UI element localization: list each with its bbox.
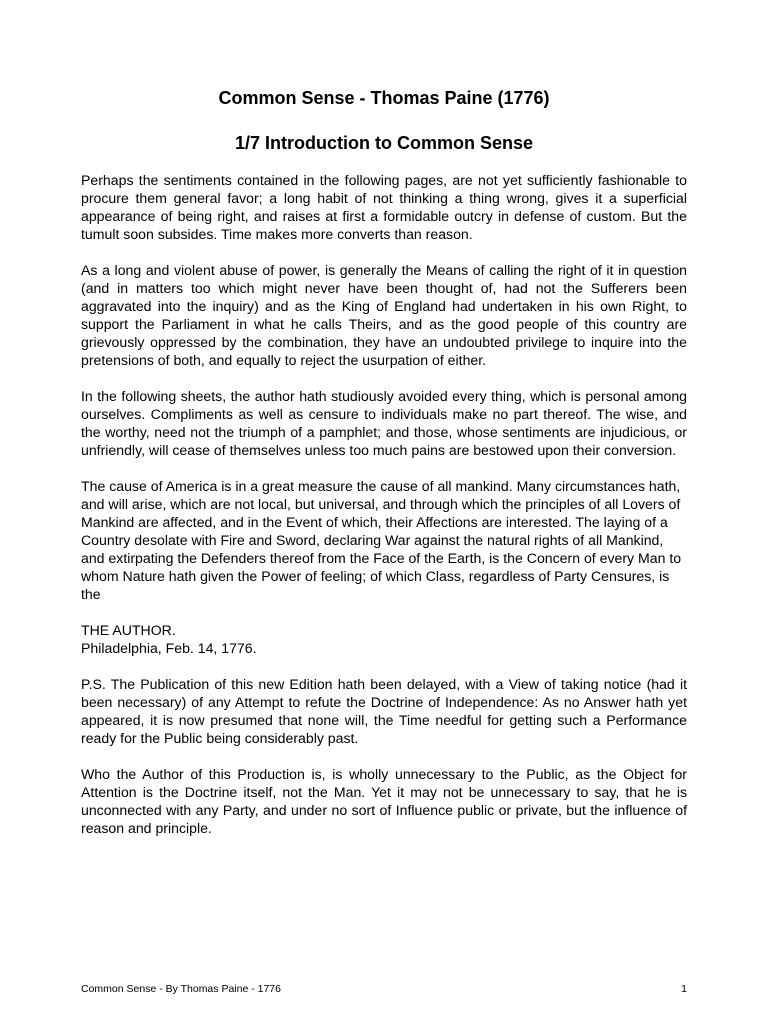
postscript-paragraph: Who the Author of this Production is, is wholly unnecessary to the Public, as the Object for Attention is the Doctrine itself, not the Man. Yet it may not be unnecessary to say, that he is unconnected with any Party, and under no sort of Influence public or private, but the influence of reason and principle. — [81, 766, 687, 836]
signature-block — [81, 621, 687, 657]
document-title: Common Sense - Thomas Paine (1776) — [218, 88, 550, 108]
paragraph: Perhaps the sentiments contained in the following pages, are not yet sufficiently fashionable to procure them general favor; a long habit of not thinking a thing wrong, gives it a superficial appearance of being right, and raises at first a formidable outcry in defense of custom. But the tumult soon subsides. Time makes more converts than reason. — [81, 172, 687, 242]
paragraph: In the following sheets, the author hath studiously avoided every thing, which is personal among ourselves. Compliments as well as censure to individuals make no part thereof. The wise, and the worthy, need not the triumph of a pamphlet; and those, whose sentiments are injudicious, or unfriendly, will cease of themselves unless too much pains are bestowed upon their conversion. — [81, 388, 687, 458]
footer-title: Common Sense - By Thomas Paine - 1776 — [81, 983, 281, 995]
paragraph: The cause of America is in a great measure the cause of all mankind. Many circumstances hath, and will arise, which are not local, but universal, and through which the principles of all Lovers of Mankind are affected, and in the Event of which, their Affections are interested. The laying of a Country desolate with Fire and Sword, declaring War against the natural rights of all Mankind, and extirpating the Defenders thereof from the Face of the Earth, is the Concern of every Man to whom Nature hath given the Power of feeling; of which Class, regardless of Party Censures, is the — [81, 478, 682, 602]
paragraph: As a long and violent abuse of power, is generally the Means of calling the right of it in question (and in matters too which might never have been thought of, had not the Sufferers been aggravated into the inquiry) and as the King of England had undertaken in his own Right, to support the Parliament in what he calls Theirs, and as the good people of this country are grievously oppressed by the combination, they have an undoubted privilege to inquire into the pretensions of both, and equally to reject the usurpation of either. — [81, 262, 687, 368]
postscript-paragraph: P.S. The Publication of this new Edition hath been delayed, with a View of taking notice (had it been necessary) of any Attempt to refute the Doctrine of Independence: As no Answer hath yet appeared, it is now presumed that none will, the Time needful for getting such a Performance ready for the Public being considerably past. — [81, 676, 687, 746]
signature-author: THE AUTHOR. — [81, 622, 176, 638]
page-number: 1 — [681, 983, 687, 995]
signature-place-date: Philadelphia, Feb. 14, 1776. — [81, 640, 257, 656]
document-body — [81, 171, 687, 855]
chapter-title: 1/7 Introduction to Common Sense — [234, 133, 534, 153]
